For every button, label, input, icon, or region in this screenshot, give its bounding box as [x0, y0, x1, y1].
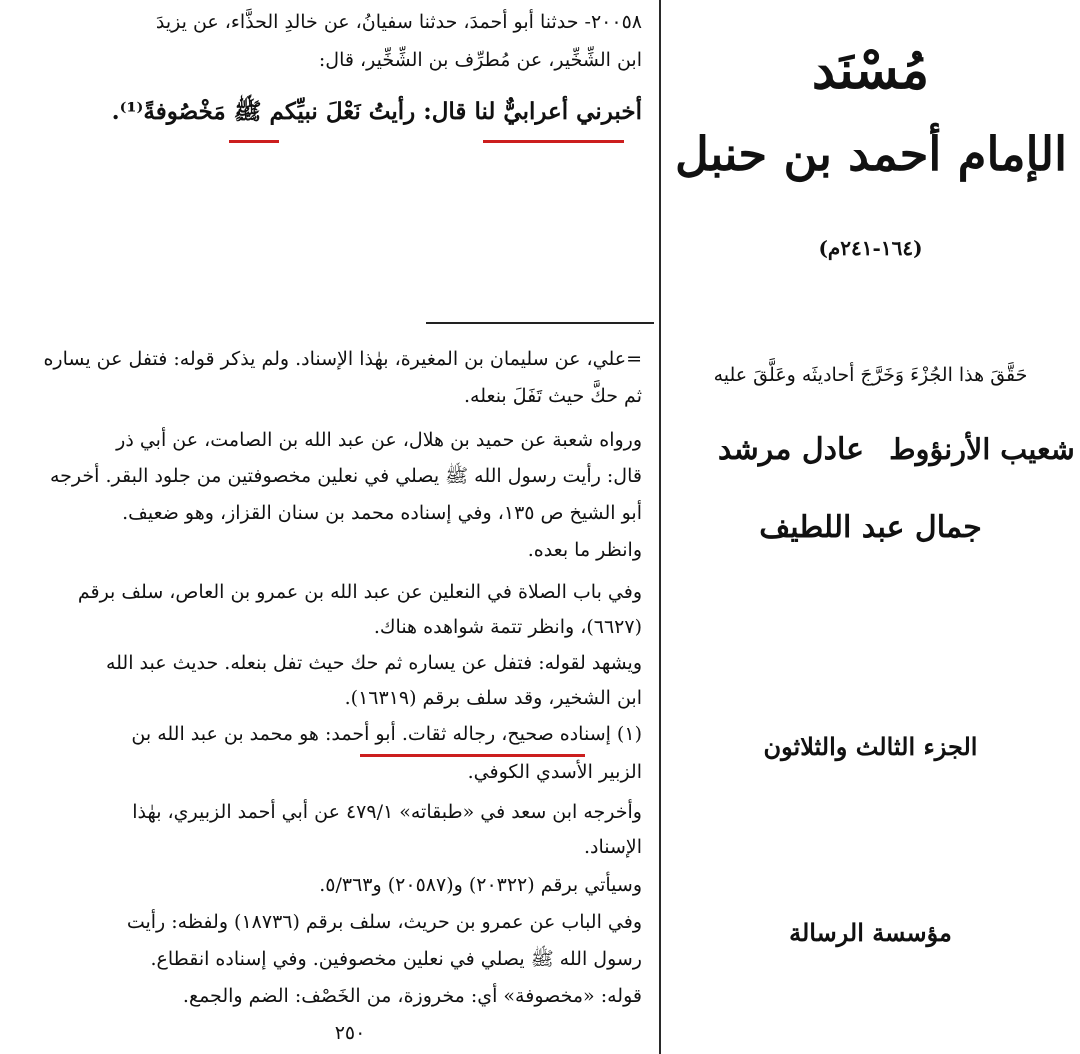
editor-name-2: عادل مرشد	[717, 432, 865, 467]
footnote-line: وفي الباب عن عمرو بن حريث، سلف برقم (١٨٧٣٦) ولفظه: رأيت	[126, 911, 642, 933]
footnote-1-start: (١) إسناده صحيح، رجاله ثقات. أبو أحمد: هو محمد بن عبد الله بن	[131, 723, 642, 745]
highlight-underline-nabiyyikum	[229, 140, 279, 143]
hadith-line-3: أخبرني أعرابيٌّ لنا قال: رأيتُ نَعْلَ نبيِّكم ﷺ مَخْصُوفةً⁽¹⁾.	[111, 98, 642, 125]
footnote-line: (٦٦٢٧)، وانظر تتمة شواهده هناك.	[373, 616, 642, 638]
footnote-line: وأخرجه ابن سعد في «طبقاته» ٤٧٩/١ عن أبي أحمد الزبيري، بهٰذا	[132, 801, 642, 823]
title-imam-ahmad: الإمام أحمد بن حنبل	[674, 126, 1068, 181]
volume-label: الجزء الثالث والثلاثون	[763, 732, 978, 761]
footnote-line: وفي باب الصلاة في النعلين عن عبد الله بن عمرو بن العاص، سلف برقم	[77, 581, 642, 603]
footnote-line: ابن الشخير، وقد سلف برقم (١٦٣١٩).	[344, 687, 642, 709]
footnote-line: قوله: «مخصوفة» أي: مخروزة، من الخَصْف: الضم والجمع.	[182, 985, 642, 1007]
editor-name-3: جمال عبد اللطيف	[759, 510, 982, 545]
title-page	[661, 0, 1080, 1054]
text-page	[8, 0, 650, 1054]
highlight-underline-isnad-sahih	[360, 754, 585, 757]
footnote-separator-rule	[426, 322, 654, 324]
footnote-line: أبو الشيخ ص ١٣٥، وفي إسناده محمد بن سنان القزاز، وهو ضعيف.	[122, 502, 642, 524]
edited-by-line: حَقَّقَ هذا الجُزْءَ وَخَرَّجَ أحاديثَه وعَلَّقَ عليه	[713, 364, 1028, 386]
highlight-underline-arabi	[483, 140, 624, 143]
footnote-line: الإسناد.	[583, 836, 642, 858]
footnote-line: رسول الله ﷺ يصلي في نعلين مخصوفين. وفي إسناده انقطاع.	[150, 948, 642, 970]
title-musnad: مُسْنَد	[811, 40, 930, 101]
footnote-line: قال: رأيت رسول الله ﷺ يصلي في نعلين مخصوفتين من جلود البقر. أخرجه	[50, 465, 642, 487]
footnote-line: وسيأتي برقم (٢٠٣٢٢) و(٢٠٥٨٧) و٥/٣٦٣.	[319, 874, 642, 896]
footnote-line: ويشهد لقوله: فتفل عن يساره ثم حك حيث تفل بنعله. حديث عبد الله	[105, 652, 642, 674]
editor-name-1: شعيب الأرنؤوط	[889, 432, 1075, 466]
footnote-line: وانظر ما بعده.	[527, 539, 642, 561]
hadith-line-1: ٢٠٠٥٨- حدثنا أبو أحمدَ، حدثنا سفيانُ، عن خالدِ الحذَّاء، عن يزيدَ	[155, 11, 642, 33]
footnote-line: الزبير الأسدي الكوفي.	[467, 761, 642, 783]
hadith-line-2: ابن الشِّخِّير، عن مُطرِّف بن الشِّخِّير، قال:	[318, 49, 642, 71]
publisher-name: مؤسسة الرسالة	[789, 918, 952, 947]
title-years: (١٦٤-٢٤١م)	[818, 236, 923, 260]
footnote-line: =علي، عن سليمان بن المغيرة، بهٰذا الإسناد. ولم يذكر قوله: فتفل عن يساره	[43, 348, 642, 370]
page-number: ٢٥٠	[334, 1022, 366, 1044]
footnote-line: ثم حكَّ حيث تَفَلَ بنعله.	[464, 385, 642, 407]
footnote-line: ورواه شعبة عن حميد بن هلال، عن عبد الله بن الصامت، عن أبي ذر	[116, 429, 642, 451]
